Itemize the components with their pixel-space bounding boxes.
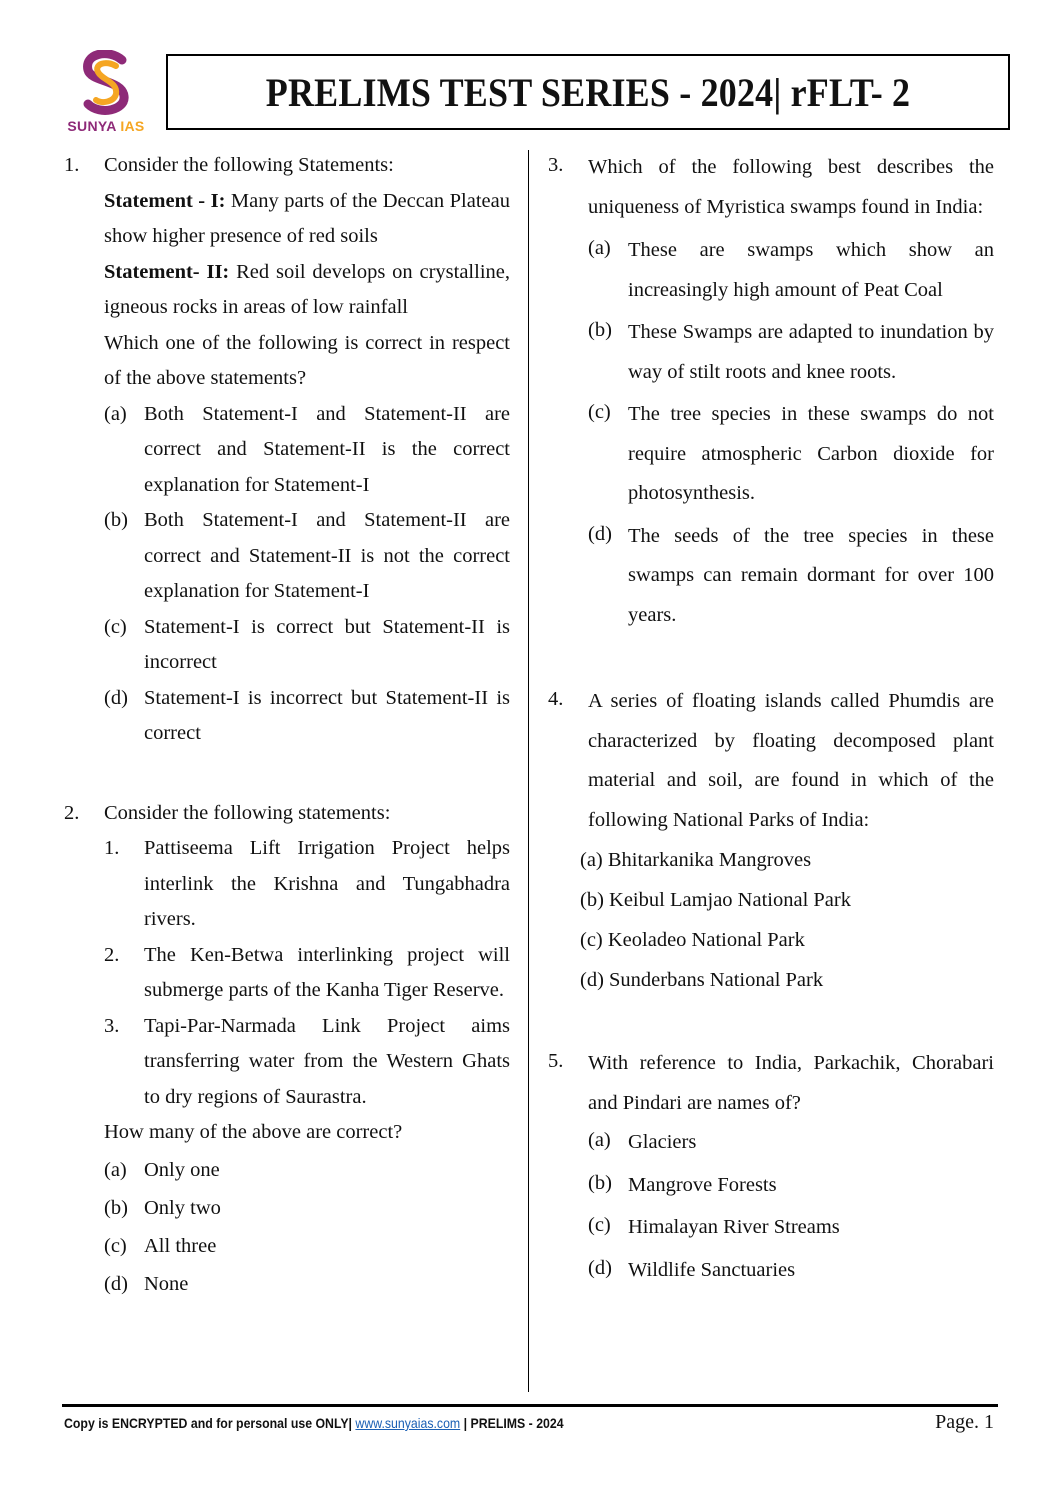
option-d[interactable]: (d) Wildlife Sanctuaries bbox=[588, 1256, 796, 1281]
option-d[interactable]: (d) Sunderbans National Park bbox=[580, 969, 824, 991]
option-b[interactable]: (b) These Swamps are adapted to inundation by way of stilt roots and knee roots. bbox=[588, 319, 994, 383]
question-1 bbox=[64, 148, 510, 397]
option-c[interactable]: (c) All three bbox=[104, 1234, 217, 1257]
question-number: 4. bbox=[548, 688, 564, 710]
page-title: PRELIMS TEST SERIES - 2024| rFLT- 2 bbox=[265, 69, 911, 115]
sunya-ias-logo bbox=[66, 50, 146, 140]
question-stem: With reference to India, Parkachik, Chorabari and Pindari are names of? bbox=[588, 1052, 994, 1114]
title-box bbox=[166, 54, 1010, 130]
footer bbox=[64, 1411, 994, 1434]
statement-2: Statement- II: Red soil develops on crystalline, igneous rocks in areas of low rainfall bbox=[104, 260, 510, 318]
footer-text: Copy is ENCRYPTED and for personal use ONLY| www.sunyaias.com | PRELIMS - 2024 bbox=[64, 1415, 564, 1431]
statement-item: 3. Tapi-Par-Narmada Link Project aims transferring water from the Western Ghats to dry regions of Saurastra. bbox=[104, 1014, 510, 1108]
question-2 bbox=[64, 796, 510, 1303]
statement-item: 1. Pattiseema Lift Irrigation Project helps interlink the Krishna and Tungabhadra rivers. bbox=[104, 837, 510, 930]
question-5 bbox=[548, 1044, 994, 1293]
question-number: 3. bbox=[548, 154, 564, 176]
option-b[interactable]: (b) Mangrove Forests bbox=[588, 1171, 777, 1196]
option-a[interactable]: (a) Glaciers bbox=[588, 1129, 697, 1153]
question-stem: Consider the following statements: bbox=[104, 801, 391, 824]
question-number: 1. bbox=[64, 154, 80, 176]
option-d[interactable]: (d) The seeds of the tree species in these swamps can remain dormant for over 100 years. bbox=[588, 522, 994, 626]
question-number: 2. bbox=[64, 801, 80, 824]
statement-1: Statement - I: Many parts of the Deccan Plateau show higher presence of red soils bbox=[104, 189, 510, 247]
question-1-options bbox=[104, 397, 510, 752]
logo-s-icon bbox=[78, 50, 134, 116]
option-c[interactable]: (c) Statement-I is correct but Statement-II is incorrect bbox=[104, 615, 510, 673]
option-a[interactable]: (a) Bhitarkanika Mangroves bbox=[580, 849, 812, 871]
question-prompt: Which one of the following is correct in respect of the above statements? bbox=[104, 331, 510, 389]
option-c[interactable]: (c) Himalayan River Streams bbox=[588, 1214, 840, 1238]
column-divider bbox=[528, 150, 529, 1392]
option-a[interactable]: (a) Both Statement-I and Statement-II are correct and Statement-II is the correct explanation for Statement-I bbox=[104, 402, 510, 496]
right-column bbox=[548, 148, 994, 1293]
option-a[interactable]: (a) Only one bbox=[104, 1158, 220, 1181]
option-b[interactable]: (b) Only two bbox=[104, 1196, 221, 1219]
option-c[interactable]: (c) Keoladeo National Park bbox=[580, 929, 805, 951]
option-b[interactable]: (b) Keibul Lamjao National Park bbox=[580, 889, 851, 911]
option-c[interactable]: (c) The tree species in these swamps do not require atmospheric Carbon dioxide for photosynthesis. bbox=[588, 401, 994, 504]
option-d[interactable]: (d) Statement-I is incorrect but Statement-II is correct bbox=[104, 686, 510, 744]
question-prompt: How many of the above are correct? bbox=[104, 1121, 403, 1143]
logo-text: SUNYA IAS bbox=[67, 118, 145, 134]
statement-item: 2. The Ken-Betwa interlinking project will submerge parts of the Kanha Tiger Reserve. bbox=[104, 943, 510, 1001]
page-number: Page. 1 bbox=[935, 1411, 994, 1433]
left-column bbox=[64, 148, 510, 1303]
option-a[interactable]: (a) These are swamps which show an increasingly high amount of Peat Coal bbox=[588, 237, 994, 301]
question-number: 5. bbox=[548, 1050, 564, 1072]
question-4 bbox=[548, 682, 994, 1000]
question-stem: A series of floating islands called Phumdis are characterized by floating decomposed plant material and soil, are found in which of the following National Parks of India: bbox=[588, 690, 994, 831]
option-d[interactable]: (d) None bbox=[104, 1272, 189, 1295]
option-b[interactable]: (b) Both Statement-I and Statement-II are correct and Statement-II is not the correct explanation for Statement-I bbox=[104, 509, 510, 602]
footer-divider bbox=[62, 1404, 998, 1407]
website-link[interactable]: www.sunyaias.com bbox=[355, 1415, 461, 1431]
question-stem: Which of the following best describes the uniqueness of Myristica swamps found in India: bbox=[588, 156, 994, 218]
question-3 bbox=[548, 148, 994, 638]
question-stem: Consider the following Statements: bbox=[104, 154, 394, 176]
